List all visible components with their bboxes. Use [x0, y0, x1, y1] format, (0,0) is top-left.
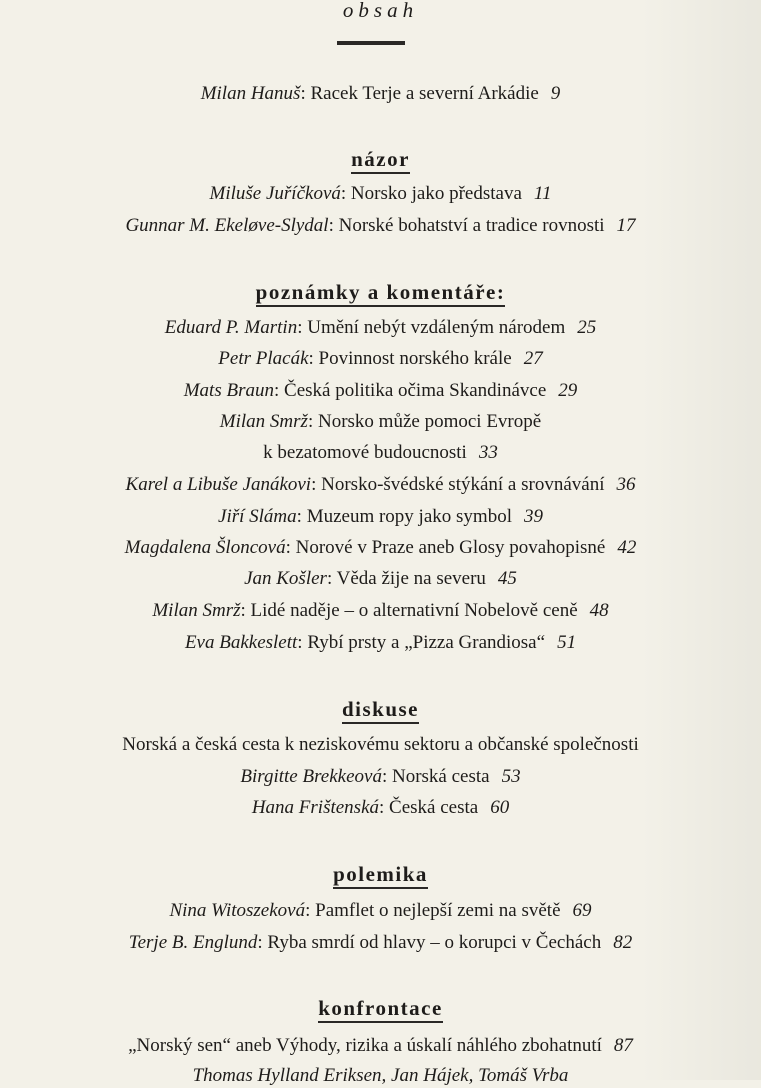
entry-author: Thomas Hylland Eriksen, Jan Hájek, Tomáš Vrba	[192, 1065, 569, 1086]
entry-title: Norsko jako představa	[350, 183, 522, 204]
entry-author: Magdalena Šloncová	[124, 537, 286, 558]
section-heading: diskuse	[0, 696, 761, 722]
entry-title: Racek Terje a severní Arkádie	[310, 83, 539, 104]
entry-title: Pamflet o nejlepší zemi na světě	[315, 900, 561, 921]
entry-page: 87	[613, 1035, 633, 1056]
entry-author: Karel a Libuše Janákovi	[125, 474, 312, 495]
toc-entry: Birgitte Brekkeová: Norská cesta 53	[240, 766, 521, 787]
entry-author: Gunnar M. Ekeløve-Slydal	[125, 215, 329, 236]
section-intro: Norská a česká cesta k neziskovému sektoru a občanské společnosti	[122, 734, 639, 755]
entry-author: Milan Smrž	[152, 600, 241, 621]
entry-author: Mats Braun	[183, 380, 274, 401]
entry-author: Jan Košler	[244, 568, 327, 589]
entry-page: 29	[558, 380, 578, 401]
entry-page: 9	[550, 83, 561, 104]
entry-title: „Norský sen“ aneb Výhody, rizika a úskalí náhlého zbohatnutí	[128, 1035, 602, 1056]
toc-entry: Miluše Juříčková: Norsko jako představa 11	[209, 183, 552, 204]
entry-title: Norská cesta	[391, 766, 490, 787]
entry-author: Terje B. Englund	[128, 932, 258, 953]
toc-entry: Milan Smrž: Norsko může pomoci Evropě	[219, 411, 542, 432]
section-heading: názor	[0, 146, 761, 172]
entry-title: Norské bohatství a tradice rovnosti	[338, 215, 605, 236]
entry-page: 51	[557, 632, 577, 653]
entry-author: Milan Hanuš	[200, 83, 301, 104]
toc-entry: Hana Frištenská: Česká cesta 60	[251, 797, 510, 818]
toc-entry: Mats Braun: Česká politika očima Skandinávce 29	[183, 380, 578, 401]
toc-entry: Gunnar M. Ekeløve-Slydal: Norské bohatství a tradice rovnosti 17	[125, 215, 636, 236]
entry-author: Eduard P. Martin	[164, 317, 298, 338]
entry-title: Norsko může pomoci Evropě	[317, 411, 542, 432]
toc-entry-authors	[0, 1064, 761, 1088]
toc-entry: Milan Hanuš: Racek Terje a severní Arkádie 9	[200, 83, 561, 104]
entry-author: Nina Witoszeková	[169, 900, 306, 921]
entry-title: Umění nebýt vzdáleným národem	[307, 317, 566, 338]
entry-title: Muzeum ropy jako symbol	[306, 506, 512, 527]
entry-title: Česká cesta	[389, 797, 479, 818]
entry-page: 45	[497, 568, 517, 589]
entry-author: Milan Smrž	[219, 411, 308, 432]
toc-entry: Petr Placák: Povinnost norského krále 27	[218, 348, 543, 369]
section-heading: konfrontace	[0, 995, 761, 1021]
entry-page: 25	[577, 317, 597, 338]
entry-page: 39	[523, 506, 543, 527]
entry-title: Norsko-švédské stýkání a srovnávání	[321, 474, 605, 495]
section-heading: polemika	[0, 861, 761, 887]
entry-page: 42	[617, 537, 637, 558]
entry-page: 33	[478, 442, 498, 463]
entry-page: 11	[533, 183, 552, 204]
toc-entry: Jiří Sláma: Muzeum ropy jako symbol 39	[218, 506, 543, 527]
entry-author: Eva Bakkeslett	[184, 632, 298, 653]
toc-entry-continuation	[0, 441, 761, 465]
entry-author: Hana Frištenská	[251, 797, 379, 818]
entry-page: 60	[490, 797, 510, 818]
entry-page: 69	[572, 900, 592, 921]
page-title: obsah	[342, 0, 419, 22]
entry-page: 53	[501, 766, 521, 787]
toc-entry: Karel a Libuše Janákovi: Norsko-švédské stýkání a srovnávání 36	[125, 474, 636, 495]
toc-entry: Milan Smrž: Lidé naděje – o alternativní Nobelově ceně 48	[152, 600, 609, 621]
entry-author: Petr Placák	[218, 348, 309, 369]
section-heading: poznámky a komentáře:	[0, 279, 761, 305]
entry-title: Česká politika očima Skandinávce	[284, 380, 547, 401]
entry-author: Miluše Juříčková	[209, 183, 341, 204]
entry-author: Jiří Sláma	[218, 506, 297, 527]
entry-title: Povinnost norského krále	[318, 348, 512, 369]
entry-page: 82	[613, 932, 633, 953]
toc-entry: Eva Bakkeslett: Rybí prsty a „Pizza Grandiosa“ 51	[184, 632, 577, 653]
entry-title: Lidé naděje – o alternativní Nobelově ceně	[250, 600, 578, 621]
toc-entry: Eduard P. Martin: Umění nebýt vzdáleným národem 25	[164, 317, 597, 338]
entry-title-cont: k bezatomové budoucnosti	[263, 442, 467, 463]
toc-entry: Nina Witoszeková: Pamflet o nejlepší zemi na světě 69	[169, 900, 592, 921]
toc-entry: Terje B. Englund: Ryba smrdí od hlavy – o korupci v Čechách 82	[128, 932, 633, 953]
toc-entry: Magdalena Šloncová: Norové v Praze aneb Glosy povahopisné 42	[124, 537, 637, 558]
entry-title: Norové v Praze aneb Glosy povahopisné	[295, 537, 606, 558]
entry-author: Birgitte Brekkeová	[240, 766, 382, 787]
entry-title: Rybí prsty a „Pizza Grandiosa“	[307, 632, 546, 653]
toc-entry: Jan Košler: Věda žije na severu 45	[244, 568, 517, 589]
entry-page: 48	[589, 600, 609, 621]
title-rule	[337, 41, 405, 45]
entry-page: 36	[616, 474, 636, 495]
entry-title: Ryba smrdí od hlavy – o korupci v Čechách	[267, 932, 602, 953]
entry-page: 17	[616, 215, 636, 236]
entry-title: Věda žije na severu	[336, 568, 486, 589]
entry-page: 27	[523, 348, 543, 369]
toc-entry	[0, 1034, 761, 1058]
